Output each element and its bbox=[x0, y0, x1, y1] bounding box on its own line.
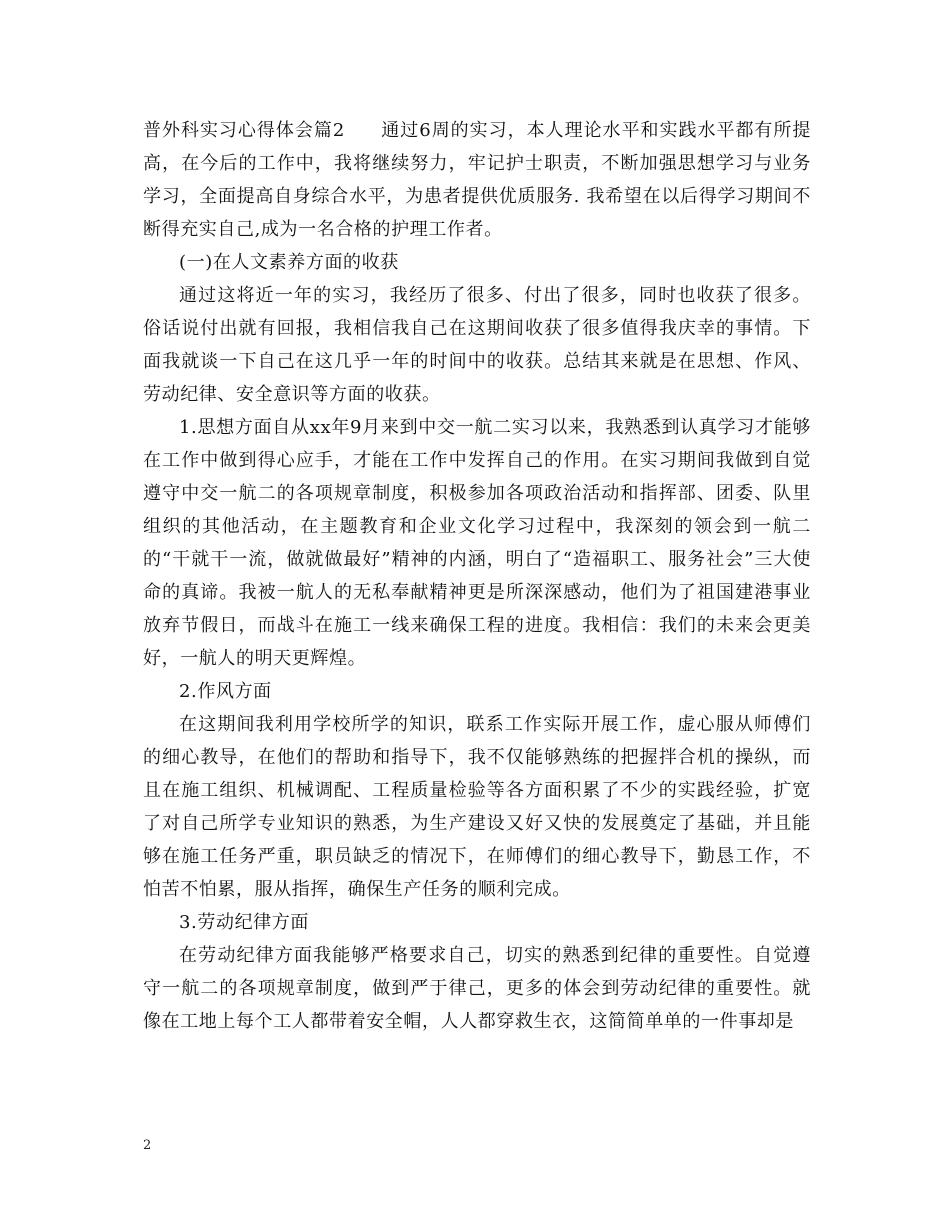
document-body bbox=[143, 114, 811, 1038]
point-paragraph-discipline: 在劳动纪律方面我能够严格要求自己，切实的熟悉到纪律的重要性。自觉遵守一航二的各项规章制度，做到严于律己，更多的体会到劳动纪律的重要性。就像在工地上每个工人都带着安全帽，人人都穿救生衣，这简简单单的一件事却是 bbox=[143, 945, 811, 1032]
point-paragraph-thought: 1.思想方面自从xx年9月来到中交一航二实习以来，我熟悉到认真学习才能够在工作中做到得心应手，才能在工作中发挥自己的作用。在实习期间我做到自觉遵守中交一航二的各项规章制度，积极参加各项政治活动和指挥部、团委、队里组织的其他活动，在主题教育和企业文化学习过程中，我深刻的领会到一航二的“干就干一流，做就做最好”精神的内涵，明白了“造福职工、服务社会”三大使命的真谛。我被一航人的无私奉献精神更是所深深感动，他们为了祖国建港事业放弃节假日，而战斗在施工一线来确保工程的进度。我相信：我们的未来会更美好，一航人的明天更辉煌。 bbox=[143, 417, 811, 669]
essay-heading: 普外科实习心得体会篇2 bbox=[143, 120, 345, 141]
page-number: 2 bbox=[143, 1138, 152, 1153]
point-title-discipline: 3.劳动纪律方面 bbox=[179, 912, 309, 933]
intro-text: 通过6周的实习，本人理论水平和实践水平都有所提高，在今后的工作中，我将继续努力，牢记护士职责，不断加强思想学习与业务学习，全面提高自身综合水平，为患者提供优质服务. 我希望在以后得学习期间不断得充实自己,成为一名合格的护理工作者。 bbox=[143, 120, 811, 240]
section-paragraph-humanities: 通过这将近一年的实习，我经历了很多、付出了很多，同时也收获了很多。俗话说付出就有回报，我相信我自己在这期间收获了很多值得我庆幸的事情。下面我就谈一下自己在这几乎一年的时间中的收获。总结其来就是在思想、作风、劳动纪律、安全意识等方面的收获。 bbox=[143, 285, 811, 405]
point-title-style: 2.作风方面 bbox=[179, 681, 272, 702]
opening-paragraph bbox=[143, 114, 811, 246]
section-title-humanities: (一)在人文素养方面的收获 bbox=[179, 252, 399, 273]
point-paragraph-style: 在这期间我利用学校所学的知识，联系工作实际开展工作，虚心服从师傅们的细心教导，在他们的帮助和指导下，我不仅能够熟练的把握拌合机的操纵，而且在施工组织、机械调配、工程质量检验等各方面积累了不少的实践经验，扩宽了对自己所学专业知识的熟悉，为生产建设又好又快的发展奠定了基础，并且能够在施工任务严重，职员缺乏的情况下，在师傅们的细心教导下，勤恳工作，不怕苦不怕累，服从指挥，确保生产任务的顺利完成。 bbox=[143, 714, 811, 900]
